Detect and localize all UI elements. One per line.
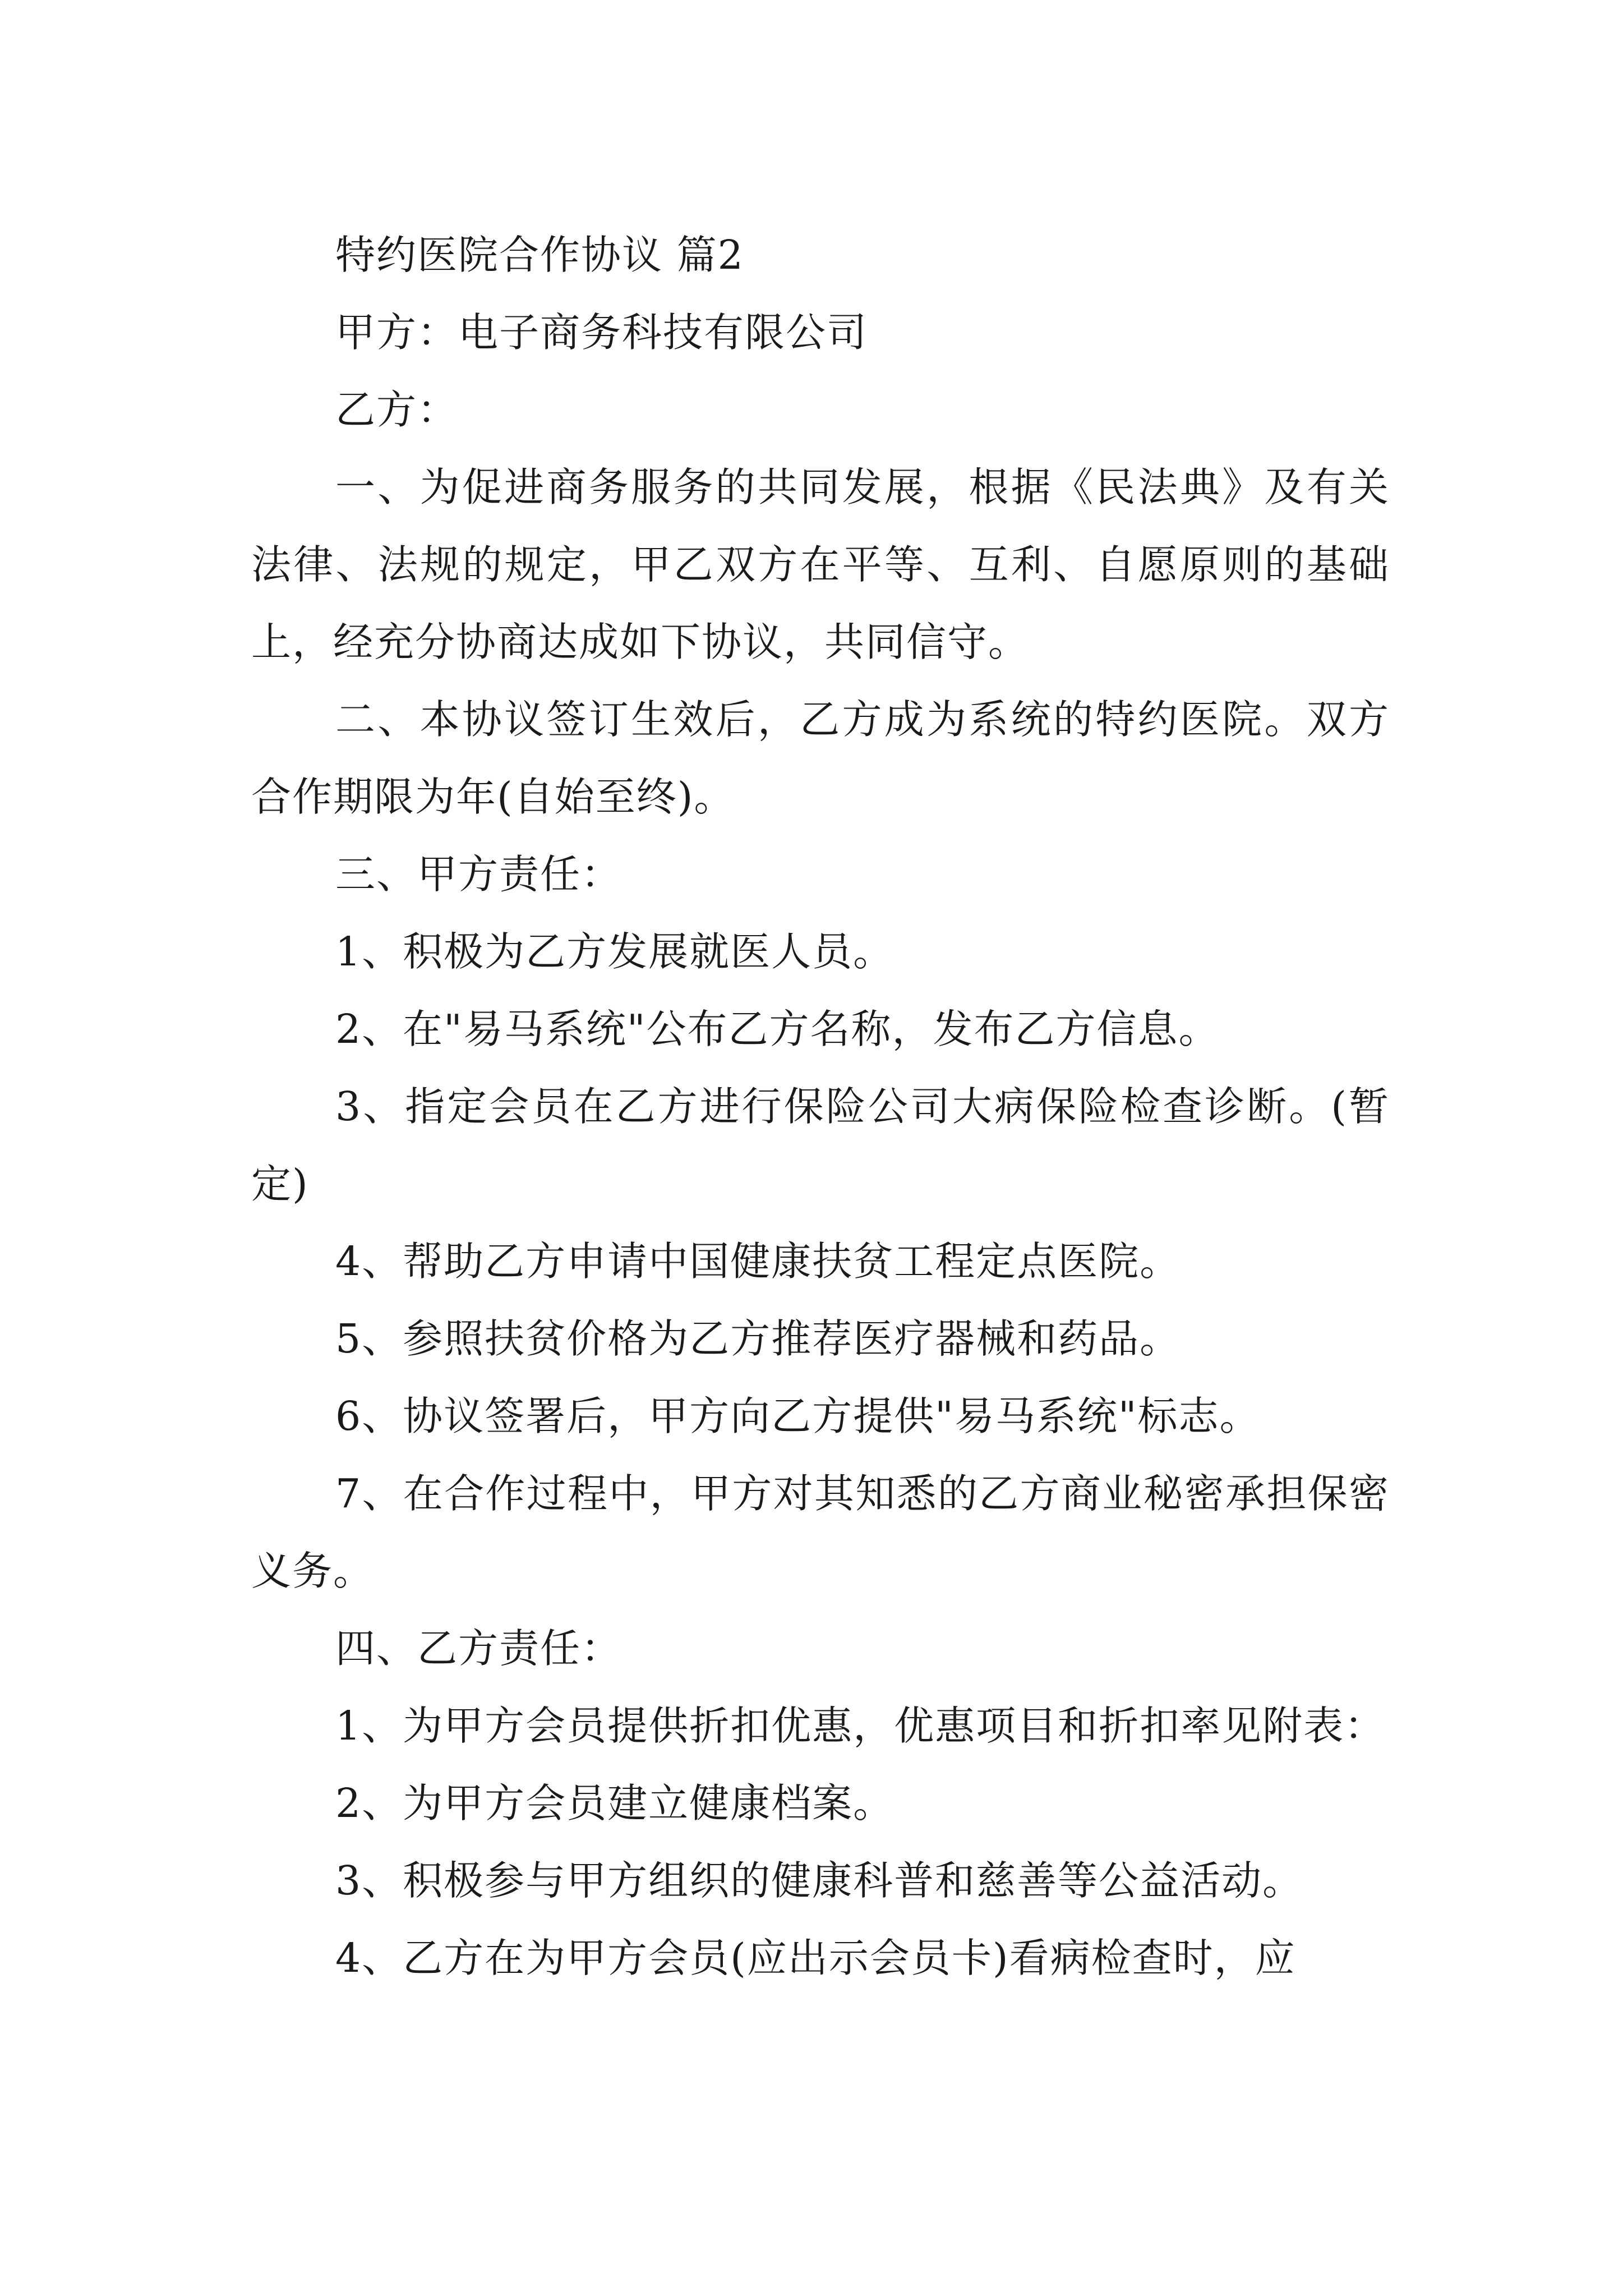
paragraph-title: 特约医院合作协议 篇2 <box>335 232 744 278</box>
paragraph-clause-3-item-3: 3、指定会员在乙方进行保险公司大病保险检查诊断。(暂定) <box>251 1083 1390 1207</box>
paragraph-clause-4-item-1: 1、为甲方会员提供折扣优惠，优惠项目和折扣率见附表： <box>335 1703 1386 1749</box>
paragraph-clause-2: 二、本协议签订生效后，乙方成为系统的特约医院。双方合作期限为年(自始至终)。 <box>251 696 1390 820</box>
paragraph-clause-3-item-6: 6、协议签署后，甲方向乙方提供"易马系统"标志。 <box>335 1393 1261 1439</box>
paragraph-clause-4-item-3: 3、积极参与甲方组织的健康科普和慈善等公益活动。 <box>335 1857 1304 1904</box>
paragraph-clause-3-item-1: 1、积极为乙方发展就医人员。 <box>335 928 895 975</box>
paragraph-party-b: 乙方： <box>335 386 459 433</box>
paragraph-clause-4-item-2: 2、为甲方会员建立健康档案。 <box>335 1780 895 1826</box>
paragraph-clause-3-item-5: 5、参照扶贫价格为乙方推荐医疗器械和药品。 <box>335 1315 1181 1362</box>
paragraph-party-a: 甲方：电子商务科技有限公司 <box>335 309 868 356</box>
paragraph-clause-4-item-4: 4、乙方在为甲方会员(应出示会员卡)看病检查时，应 <box>335 1935 1296 1981</box>
paragraph-clause-3-heading: 三、甲方责任： <box>335 851 623 898</box>
paragraph-clause-3-item-4: 4、帮助乙方申请中国健康扶贫工程定点医院。 <box>335 1238 1181 1285</box>
paragraph-clause-3-item-2: 2、在"易马系统"公布乙方名称，发布乙方信息。 <box>335 1006 1220 1052</box>
paragraph-clause-1: 一、为促进商务服务的共同发展，根据《民法典》及有关法律、法规的规定，甲乙双方在平等、互利、自愿原则的基础上，经充分协商达成如下协议，共同信守。 <box>251 464 1390 665</box>
document-body <box>251 217 1390 1997</box>
paragraph-clause-4-heading: 四、乙方责任： <box>335 1625 623 1672</box>
paragraph-clause-3-item-7: 7、在合作过程中，甲方对其知悉的乙方商业秘密承担保密义务。 <box>251 1470 1390 1594</box>
